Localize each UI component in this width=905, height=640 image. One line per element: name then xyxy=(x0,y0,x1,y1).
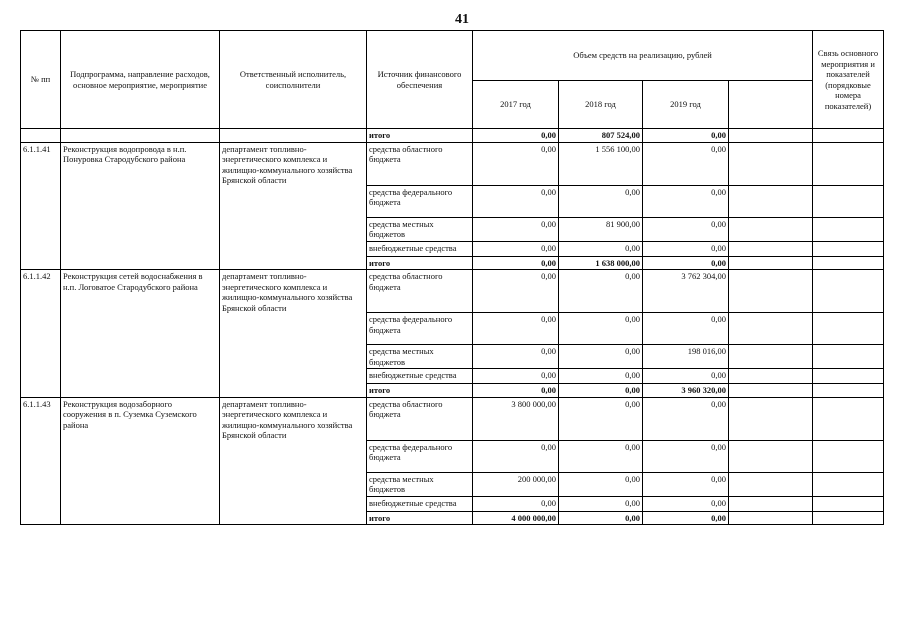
value-2018: 0,00 xyxy=(559,384,643,398)
cell-empty xyxy=(729,496,813,511)
cell-empty xyxy=(813,397,884,440)
cell-empty xyxy=(813,313,884,345)
cell-empty xyxy=(729,129,813,143)
col-2017-header: 2017 год xyxy=(473,81,559,129)
value-2019: 0,00 xyxy=(643,313,729,345)
cell-empty xyxy=(729,217,813,241)
cell-empty xyxy=(813,440,884,472)
value-2018: 0,00 xyxy=(559,440,643,472)
item-executor: департамент топливно-энергетического комплекса и жилищно-коммунального хозяйства Брянской области xyxy=(220,270,367,398)
value-2018: 0,00 xyxy=(559,345,643,369)
table-row xyxy=(21,270,884,313)
value-2018: 0,00 xyxy=(559,313,643,345)
item-number: 6.1.1.43 xyxy=(21,397,61,525)
cell-empty xyxy=(813,142,884,185)
cell-empty xyxy=(729,472,813,496)
value-2017: 0,00 xyxy=(473,142,559,185)
source-cell: внебюджетные средства xyxy=(367,369,473,384)
value-2017: 0,00 xyxy=(473,496,559,511)
value-2019: 0,00 xyxy=(643,369,729,384)
page-number: 41 xyxy=(455,12,469,27)
item-name: Реконструкция водозаборного сооружения в п. Суземка Суземского района xyxy=(61,397,220,525)
value-2017: 200 000,00 xyxy=(473,472,559,496)
source-cell: средства местных бюджетов xyxy=(367,472,473,496)
cell-empty xyxy=(220,129,367,143)
value-2019: 0,00 xyxy=(643,256,729,270)
value-2017: 0,00 xyxy=(473,129,559,143)
source-cell: итого xyxy=(367,511,473,525)
cell-empty xyxy=(813,129,884,143)
cell-empty xyxy=(813,511,884,525)
cell-empty xyxy=(729,440,813,472)
cell-empty xyxy=(729,369,813,384)
value-2018: 0,00 xyxy=(559,496,643,511)
value-2018: 0,00 xyxy=(559,185,643,217)
col-empty-header xyxy=(729,81,813,129)
cell-empty xyxy=(813,241,884,256)
cell-empty xyxy=(813,472,884,496)
value-2018: 0,00 xyxy=(559,369,643,384)
value-2019: 0,00 xyxy=(643,185,729,217)
source-cell: средства федерального бюджета xyxy=(367,313,473,345)
value-2019: 0,00 xyxy=(643,129,729,143)
value-2018: 1 638 000,00 xyxy=(559,256,643,270)
cell-empty xyxy=(21,129,61,143)
value-2019: 0,00 xyxy=(643,397,729,440)
cell-empty xyxy=(813,369,884,384)
source-cell: внебюджетные средства xyxy=(367,496,473,511)
cell-empty xyxy=(813,270,884,313)
source-cell: внебюджетные средства xyxy=(367,241,473,256)
value-2018: 0,00 xyxy=(559,241,643,256)
table-row xyxy=(21,142,884,185)
cell-empty xyxy=(729,270,813,313)
budget-table xyxy=(20,30,884,525)
value-2017: 0,00 xyxy=(473,369,559,384)
cell-empty xyxy=(729,397,813,440)
value-2019: 3 960 320,00 xyxy=(643,384,729,398)
col-2019-header: 2019 год xyxy=(643,81,729,129)
value-2019: 3 762 304,00 xyxy=(643,270,729,313)
value-2017: 0,00 xyxy=(473,384,559,398)
value-2019: 0,00 xyxy=(643,142,729,185)
value-2017: 0,00 xyxy=(473,440,559,472)
cell-empty xyxy=(729,241,813,256)
value-2019: 0,00 xyxy=(643,496,729,511)
table-body xyxy=(21,129,884,525)
item-number: 6.1.1.42 xyxy=(21,270,61,398)
cell-empty xyxy=(813,496,884,511)
item-name: Реконструкция сетей водоснабжения в н.п. Логоватое Стародубского района xyxy=(61,270,220,398)
source-cell: средства федерального бюджета xyxy=(367,440,473,472)
item-executor: департамент топливно-энергетического комплекса и жилищно-коммунального хозяйства Брянской области xyxy=(220,397,367,525)
value-2018: 1 556 100,00 xyxy=(559,142,643,185)
cell-empty xyxy=(813,185,884,217)
source-cell: средства федерального бюджета xyxy=(367,185,473,217)
cell-empty xyxy=(729,511,813,525)
col-source-header: Источник финансового обеспечения xyxy=(367,31,473,129)
top-total-row xyxy=(21,129,884,143)
cell-empty xyxy=(729,384,813,398)
value-2018: 0,00 xyxy=(559,511,643,525)
cell-empty xyxy=(729,313,813,345)
value-2017: 0,00 xyxy=(473,217,559,241)
cell-empty xyxy=(729,256,813,270)
value-2017: 0,00 xyxy=(473,345,559,369)
col-num-header: № пп xyxy=(21,31,61,129)
value-2018: 81 900,00 xyxy=(559,217,643,241)
cell-empty xyxy=(729,345,813,369)
item-executor: департамент топливно-энергетического комплекса и жилищно-коммунального хозяйства Брянской области xyxy=(220,142,367,270)
cell-empty xyxy=(61,129,220,143)
source-cell: средства областного бюджета xyxy=(367,270,473,313)
value-2019: 0,00 xyxy=(643,440,729,472)
cell-empty xyxy=(729,185,813,217)
col-program-header: Подпрограмма, направление расходов, основное мероприятие, мероприятие xyxy=(61,31,220,129)
value-2018: 0,00 xyxy=(559,472,643,496)
col-volume-header: Объем средств на реализацию, рублей xyxy=(473,31,813,81)
value-2017: 0,00 xyxy=(473,185,559,217)
source-cell: итого xyxy=(367,129,473,143)
value-2019: 0,00 xyxy=(643,472,729,496)
value-2017: 0,00 xyxy=(473,256,559,270)
value-2017: 0,00 xyxy=(473,313,559,345)
cell-empty xyxy=(813,384,884,398)
table-row xyxy=(21,397,884,440)
value-2017: 0,00 xyxy=(473,241,559,256)
value-2017: 4 000 000,00 xyxy=(473,511,559,525)
item-number: 6.1.1.41 xyxy=(21,142,61,270)
source-cell: средства местных бюджетов xyxy=(367,345,473,369)
value-2018: 807 524,00 xyxy=(559,129,643,143)
source-cell: итого xyxy=(367,256,473,270)
cell-empty xyxy=(813,345,884,369)
cell-empty xyxy=(729,142,813,185)
cell-empty xyxy=(813,256,884,270)
value-2019: 0,00 xyxy=(643,217,729,241)
value-2017: 0,00 xyxy=(473,270,559,313)
value-2017: 3 800 000,00 xyxy=(473,397,559,440)
item-name: Реконструкция водопровода в н.п. Понуровка Стародубского района xyxy=(61,142,220,270)
source-cell: средства местных бюджетов xyxy=(367,217,473,241)
col-executor-header: Ответственный исполнитель, соисполнители xyxy=(220,31,367,129)
source-cell: средства областного бюджета xyxy=(367,397,473,440)
cell-empty xyxy=(813,217,884,241)
col-2018-header: 2018 год xyxy=(559,81,643,129)
source-cell: средства областного бюджета xyxy=(367,142,473,185)
value-2018: 0,00 xyxy=(559,270,643,313)
value-2019: 0,00 xyxy=(643,511,729,525)
value-2019: 198 016,00 xyxy=(643,345,729,369)
value-2018: 0,00 xyxy=(559,397,643,440)
value-2019: 0,00 xyxy=(643,241,729,256)
col-link-header: Связь основного мероприятия и показателей (порядковые номера показателей) xyxy=(813,31,884,129)
source-cell: итого xyxy=(367,384,473,398)
